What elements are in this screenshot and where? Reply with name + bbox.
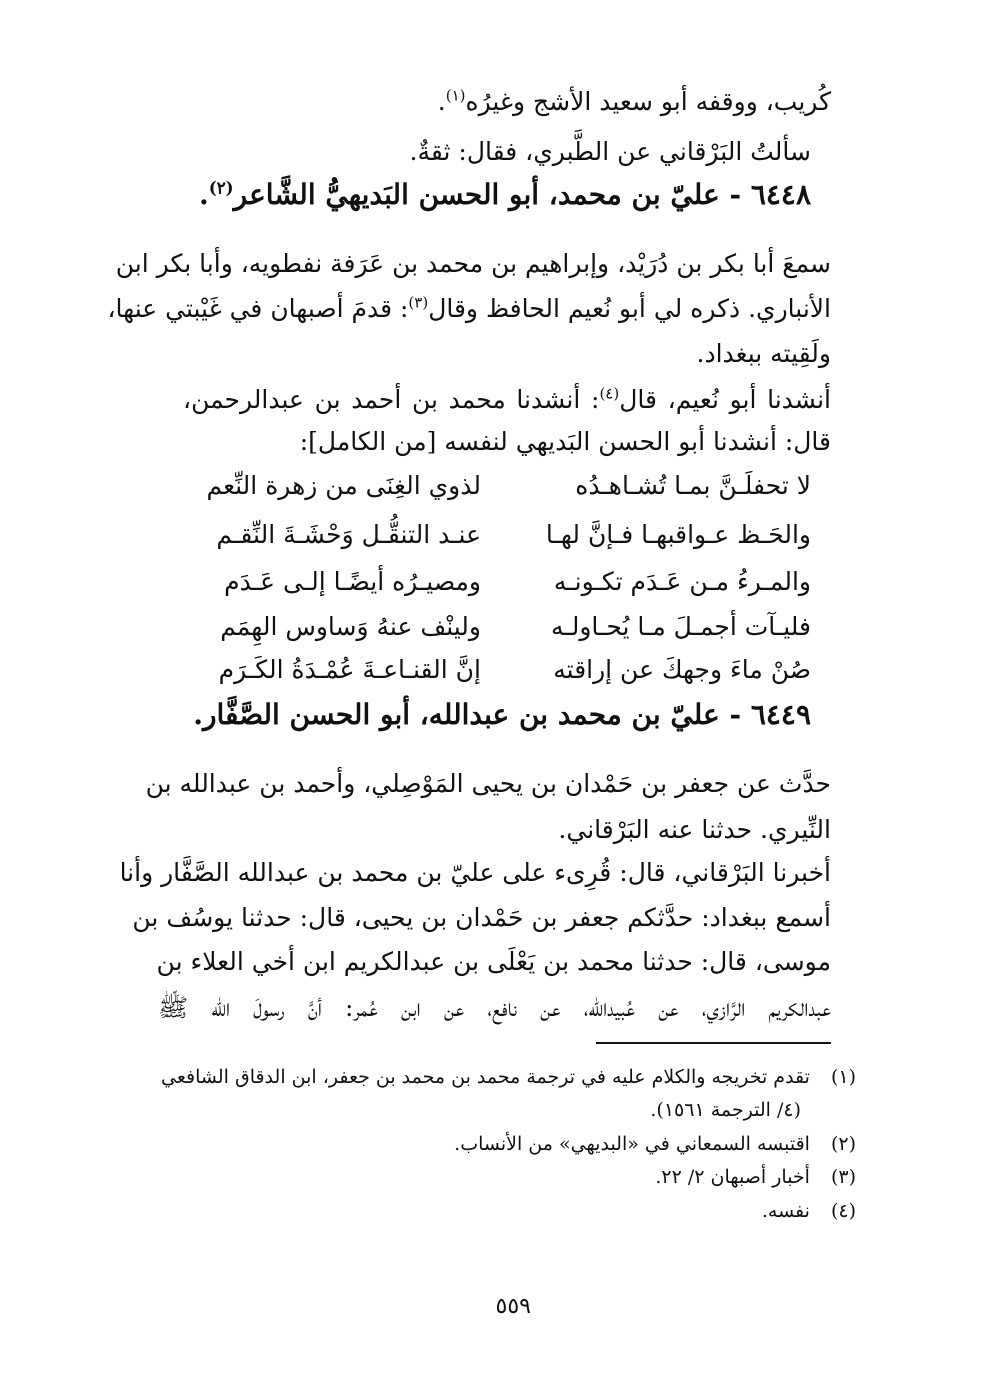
footnote-marker: (٤) bbox=[599, 384, 620, 403]
footnote-number: (٢) bbox=[830, 1133, 856, 1155]
entry-heading: ٦٤٤٨ - عليّ بن محمد، أبو الحسن البَديهيُّ الشَّاعر$^{(٢)}$. bbox=[198, 177, 811, 211]
body-line: أسمع ببغداد: حدَّثكم جعفر بن حَمْدان بن يحيى، قال: حدثنا يوسُف بن bbox=[132, 903, 831, 932]
body-line: كُريب، ووقفه أبو سعيد الأشج وغيرُه$^{(١)}$. bbox=[437, 86, 831, 116]
footnote-marker: (١) bbox=[445, 86, 466, 105]
entry-heading: ٦٤٤٩ - عليّ بن محمد بن عبدالله، أبو الحسن الصَّفَّار. bbox=[193, 698, 811, 731]
verse-right: فليـآت أجمـلَ مـا يُحـاولـه bbox=[551, 612, 811, 641]
body-line: قال: أنشدنا أبو الحسن البَديهي لنفسه [من الكامل]: bbox=[299, 427, 831, 456]
footnote-number: (١) bbox=[830, 1066, 856, 1088]
footnote: (٢) اقتبسه السمعاني في «البديهي» من الأنساب. bbox=[454, 1127, 856, 1161]
verse-left: عنـد التنقُّـل وَحْشَـةَ النِّقـم bbox=[216, 520, 481, 549]
verse-right: صُنْ ماءَ وجهكَ عن إراقته bbox=[553, 655, 811, 684]
verse-left: إنَّ القنـاعـةَ عُمْـدَةُ الكَـرَم bbox=[218, 655, 481, 684]
footnote-marker: (٣) bbox=[408, 293, 429, 312]
verse-right: لا تحفلَـنَّ بمـا تُشـاهـدُه bbox=[575, 471, 811, 500]
body-line: ولَقِيته ببغداد. bbox=[696, 339, 831, 368]
body-line: أنشدنا أبو نُعيم، قال$^{(٤)}$: أنشدنا محمد بن أحمد بن عبدالرحمن، bbox=[183, 384, 831, 414]
body-line: سمعَ أبا بكر بن دُرَيْد، وإبراهيم بن محمد بن عَرَفة نفطويه، وأبا بكر ابن bbox=[115, 249, 831, 278]
verse-right: والمـرءُ مـن عَـدَم تكـونـه bbox=[553, 567, 811, 596]
footnote-rule bbox=[596, 1042, 831, 1044]
page-number: ٥٥٩ bbox=[495, 1294, 531, 1319]
verse-left: ولينْف عنهُ وَساوس الهِمَم bbox=[220, 612, 481, 641]
footnote-number: (٣) bbox=[830, 1166, 856, 1188]
footnote-continuation: (٤/ الترجمة ١٥٦١). bbox=[650, 1099, 801, 1121]
verse-right: والحَـظ عـواقبهـا فـإنَّ لهـا bbox=[545, 520, 811, 549]
body-line: سألتُ البَرْقاني عن الطَّبري، فقال: ثقةٌ. bbox=[409, 137, 811, 166]
body-line: عبدالكريم الرَّازي، عن عُبيدالله، عن نافع، عن ابن عُمر: أنَّ رسولَ الله ﷺ bbox=[158, 993, 831, 1022]
verse-left: ومصيـرُه أيضًـا إلـى عَـدَم bbox=[224, 567, 481, 596]
body-line: النِّيري. حدثنا عنه البَرْقاني. bbox=[558, 815, 831, 844]
footnote: (١) تقدم تخريجه والكلام عليه في ترجمة محمد بن محمد بن جعفر، ابن الدقاق الشافعي bbox=[161, 1060, 856, 1094]
footnote: (٣) أخبار أصبهان ٢/ ٢٢. bbox=[655, 1160, 856, 1194]
footnote-number: (٤) bbox=[830, 1200, 856, 1222]
footnote-marker: (٢) bbox=[208, 177, 234, 198]
body-line: حدَّث عن جعفر بن حَمْدان بن يحيى المَوْصِلي، وأحمد بن عبدالله بن bbox=[145, 769, 831, 798]
verse-left: لذوي الغِنَى من زهرة النِّعم bbox=[206, 471, 481, 500]
body-line: موسى، قال: حدثنا محمد بن يَعْلَى بن عبدالكريم ابن أخي العلاء بن bbox=[156, 947, 831, 976]
body-line: أخبرنا البَرْقاني، قال: قُرِىء على عليّ بن محمد بن عبدالله الصَّفَّار وأنا bbox=[119, 858, 831, 887]
footnote: (٤) نفسه. bbox=[762, 1194, 856, 1228]
body-line: الأنباري. ذكره لي أبو نُعيم الحافظ وقال$^{(٣)}$: قدمَ أصبهان في غَيْبتي عنها، bbox=[107, 293, 831, 323]
